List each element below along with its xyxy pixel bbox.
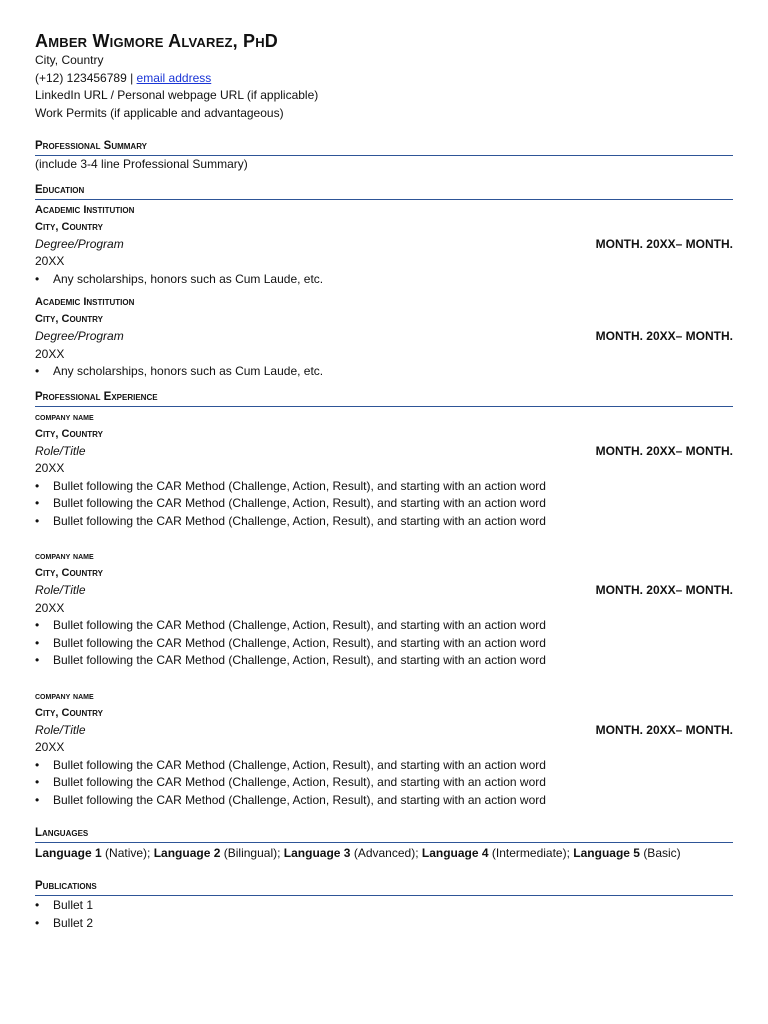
candidate-name: Amber Wigmore Alvarez, PhD [35,31,278,51]
language-name: Language 4 [421,846,489,860]
role-row [35,582,733,600]
year: 20XX [35,461,65,475]
year: 20XX [35,600,65,615]
role-title: Role/Title [35,443,86,458]
links-line: LinkedIn URL / Personal webpage URL (if applicable) [35,88,319,102]
role-row [35,722,733,740]
language-level: (Bilingual); [223,846,281,860]
date-range: MONTH. 20XX– MONTH. [595,443,733,458]
bullet-list [35,897,733,932]
bullet-icon: • [35,653,40,667]
bullet-icon: • [35,757,40,772]
bullet-list [35,617,733,670]
institution-location: City, Country [35,313,103,325]
list-item: • Bullet following the CAR Method (Challenge, Action, Result), and starting with an action word [35,478,733,496]
degree-row [35,328,733,346]
summary-section [35,138,733,174]
company-location: City, Country [35,427,103,440]
job-entry [35,548,733,670]
bullet-icon: • [35,513,40,528]
language-level: (Advanced); [353,846,419,860]
permits-line: Work Permits (if applicable and advantageous) [35,105,284,120]
contact-line [35,70,733,88]
role-title: Role/Title [35,583,86,597]
job-entry [35,688,733,810]
publications-heading: Publications [35,878,733,896]
date-range: MONTH. 20XX– MONTH. [595,329,733,343]
list-item: • Bullet following the CAR Method (Challenge, Action, Result), and starting with an action word [35,792,733,810]
bullet-icon: • [35,792,40,807]
year: 20XX [35,740,65,754]
experience-heading: Professional Experience [35,389,733,407]
resume-header [35,30,733,122]
job-entry [35,409,733,531]
bullet-icon: • [35,775,40,789]
publications-section [35,878,733,932]
year: 20XX [35,254,65,268]
education-entry [35,294,733,381]
list-item: • Bullet 1 [35,897,733,915]
role-row [35,443,733,461]
language-name: Language 2 [153,846,221,860]
list-item: • Bullet following the CAR Method (Challenge, Action, Result), and starting with an action word [35,757,733,775]
bullet-icon: • [35,618,40,632]
languages-heading: Languages [35,825,733,843]
degree-row [35,236,733,254]
language-name: Language 3 [283,846,351,860]
role-title: Role/Title [35,722,86,737]
bullet-icon: • [35,478,40,493]
bullet-list [35,363,733,381]
language-name: Language 5 [573,846,640,860]
language-level: (Basic) [643,846,681,860]
list-item: • Bullet following the CAR Method (Challenge, Action, Result), and starting with an action word [35,513,733,531]
date-range: MONTH. 20XX– MONTH. [595,722,733,737]
bullet-icon: • [35,496,40,510]
list-item: • Bullet following the CAR Method (Challenge, Action, Result), and starting with an action word [35,774,733,792]
languages-section [35,825,733,862]
email-link[interactable]: email address [136,70,212,85]
language-level: (Native); [105,846,151,860]
education-section [35,182,733,381]
list-item: • Bullet following the CAR Method (Challenge, Action, Result), and starting with an action word [35,495,733,513]
bullet-list [35,478,733,531]
list-item: • Bullet following the CAR Method (Challenge, Action, Result), and starting with an action word [35,635,733,653]
location-line: City, Country [35,53,104,67]
language-level: (Intermediate); [491,846,570,860]
company-name: company name [35,411,94,423]
list-item: • Bullet 2 [35,915,733,933]
bullet-icon: • [35,915,40,930]
company-location: City, Country [35,567,103,579]
list-item: • Bullet following the CAR Method (Challenge, Action, Result), and starting with an action word [35,617,733,635]
institution-location: City, Country [35,220,103,233]
year: 20XX [35,346,65,361]
degree-program: Degree/Program [35,329,124,343]
institution-name: Academic Institution [35,203,135,216]
bullet-list [35,271,733,289]
summary-text: (include 3-4 line Professional Summary) [35,157,248,171]
phone-number: (+12) 123456789 | [35,70,134,85]
institution-name: Academic Institution [35,296,135,308]
bullet-list [35,757,733,810]
bullet-icon: • [35,364,40,378]
experience-section [35,389,733,810]
list-item: • Any scholarships, honors such as Cum Laude, etc. [35,363,733,381]
languages-line [35,844,733,862]
list-item: • Any scholarships, honors such as Cum Laude, etc. [35,271,733,289]
education-entry [35,202,733,289]
company-location: City, Country [35,706,103,719]
resume-page [35,30,733,932]
language-name: Language 1 [35,846,102,860]
bullet-icon: • [35,898,40,912]
bullet-icon: • [35,271,40,286]
date-range: MONTH. 20XX– MONTH. [595,236,733,251]
bullet-icon: • [35,635,40,650]
education-heading: Education [35,182,733,200]
company-name: company name [35,690,94,702]
company-name: company name [35,551,94,562]
degree-program: Degree/Program [35,236,124,251]
date-range: MONTH. 20XX– MONTH. [595,583,733,597]
summary-heading: Professional Summary [35,138,733,156]
list-item: • Bullet following the CAR Method (Challenge, Action, Result), and starting with an action word [35,652,733,670]
